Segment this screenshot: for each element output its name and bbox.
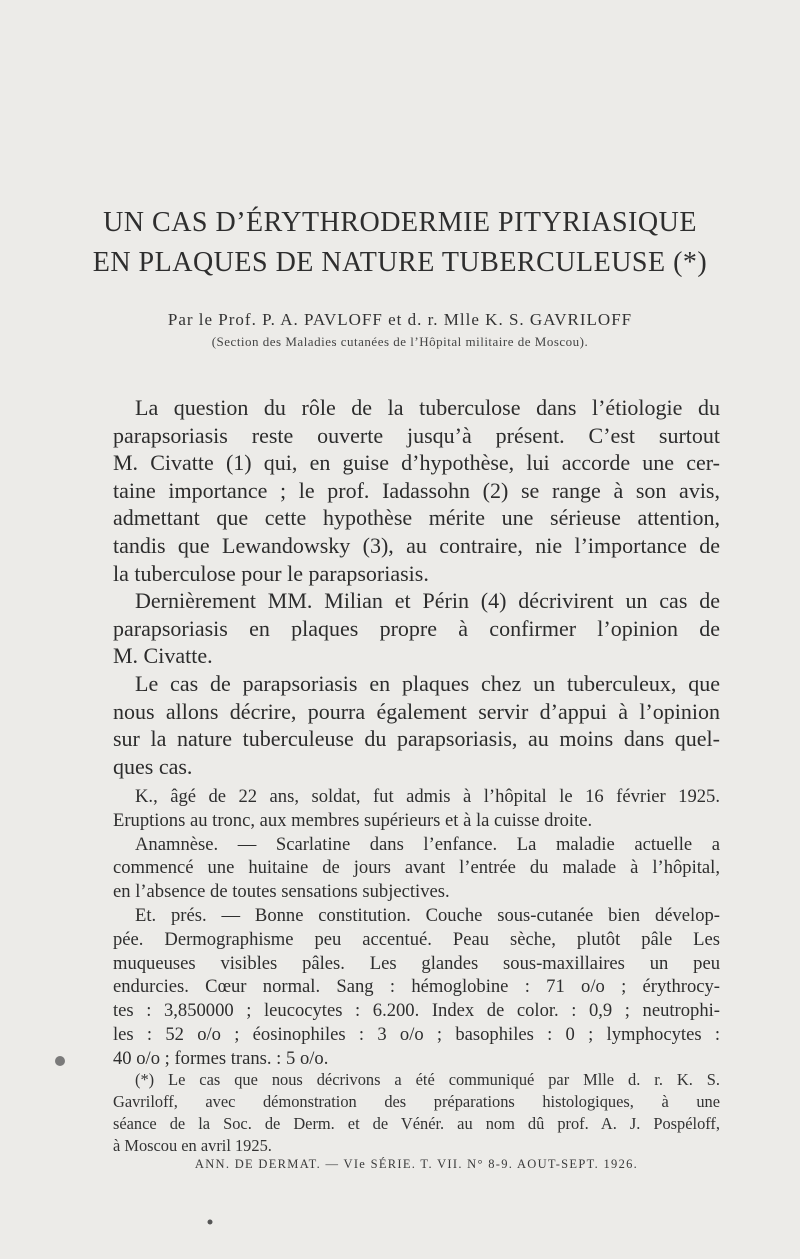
scan-dot-icon <box>205 1217 215 1227</box>
article-affiliation: (Section des Maladies cutanées de l’Hôpital militaire de Moscou). <box>211 334 589 349</box>
scan-spot-icon <box>52 1053 68 1069</box>
intro-section <box>113 394 720 780</box>
intro-line: M. Civatte. <box>113 643 213 669</box>
intro-line: parapsoriasis en plaques propre à confirmer l’opinion de <box>113 615 720 641</box>
footnote-line: séance de la Soc. de Derm. et de Vénér. au nom dû prof. A. J. Pospéloff, <box>113 1114 720 1133</box>
intro-line: parapsoriasis reste ouverte jusqu’à présent. C’est surtout <box>113 422 720 448</box>
case-line: commencé une huitaine de jours avant l’entrée du malade à l’hôpital, <box>113 857 720 879</box>
footnote-line: (*) Le cas que nous décrivons a été communiqué par Mlle d. r. K. S. <box>135 1070 720 1089</box>
intro-line: taine importance ; le prof. Iadassohn (2) se range à son avis, <box>113 477 720 503</box>
case-line: Anamnèse. — Scarlatine dans l’enfance. La maladie actuelle a <box>135 833 720 855</box>
intro-line: admettant que cette hypothèse mérite une sérieuse attention, <box>113 505 720 531</box>
article-authors: Par le Prof. P. A. PAVLOFF et d. r. Mlle K. S. GAVRILOFF <box>167 310 633 329</box>
case-line: en l’absence de toutes sensations subjectives. <box>113 881 450 903</box>
case-line: muqueuses visibles pâles. Les glandes sous-maxillaires un peu <box>113 952 720 974</box>
intro-line: ques cas. <box>113 753 193 779</box>
intro-line: La question du rôle de la tuberculose dans l’étiologie du <box>135 395 720 420</box>
case-section <box>113 785 720 1071</box>
footnote-line: Gavriloff, avec démonstration des préparations histologiques, à une <box>113 1092 720 1111</box>
footnote-line: à Moscou en avril 1925. <box>113 1136 272 1155</box>
article-title-line-1: UN CAS D’ÉRYTHRODERMIE PITYRIASIQUE <box>103 207 697 238</box>
intro-line: nous allons décrire, pourra également servir d’appui à l’opinion <box>113 698 720 724</box>
intro-line: tandis que Lewandowsky (3), au contraire, nie l’importance de <box>113 532 720 558</box>
case-line: K., âgé de 22 ans, soldat, fut admis à l’hôpital le 16 février 1925. <box>135 786 720 807</box>
case-line: Eruptions au tronc, aux membres supérieurs et à la cuisse droite. <box>113 809 593 831</box>
case-line: Et. prés. — Bonne constitution. Couche sous-cutanée bien dévelop- <box>135 904 720 926</box>
case-line: 40 o/o ; formes trans. : 5 o/o. <box>113 1047 329 1069</box>
case-line: pée. Dermographisme peu accentué. Peau sèche, plutôt pâle Les <box>113 928 720 950</box>
intro-line: Le cas de parapsoriasis en plaques chez un tuberculeux, que <box>135 670 720 696</box>
intro-line: M. Civatte (1) qui, en guise d’hypothèse, lui accorde une cer- <box>113 450 720 476</box>
intro-line: la tuberculose pour le parapsoriasis. <box>113 560 429 586</box>
intro-line: sur la nature tuberculeuse du parapsoriasis, au moins dans quel- <box>113 726 720 752</box>
journal-footer: ANN. DE DERMAT. — VIe SÉRIE. T. VII. N° 8-9. AOUT-SEPT. 1926. <box>194 1157 639 1171</box>
footnote-section <box>113 1069 720 1157</box>
case-line: les : 52 o/o ; éosinophiles : 3 o/o ; basophiles : 0 ; lymphocytes : <box>113 1023 720 1045</box>
case-line: endurcies. Cœur normal. Sang : hémoglobine : 71 o/o ; érythrocy- <box>113 976 720 998</box>
intro-line: Dernièrement MM. Milian et Périn (4) décrivirent un cas de <box>135 588 720 614</box>
article-title-line-2: EN PLAQUES DE NATURE TUBERCULEUSE (*) <box>92 247 708 278</box>
case-line: tes : 3,850000 ; leucocytes : 6.200. Index de color. : 0,9 ; neutrophi- <box>113 1000 720 1022</box>
